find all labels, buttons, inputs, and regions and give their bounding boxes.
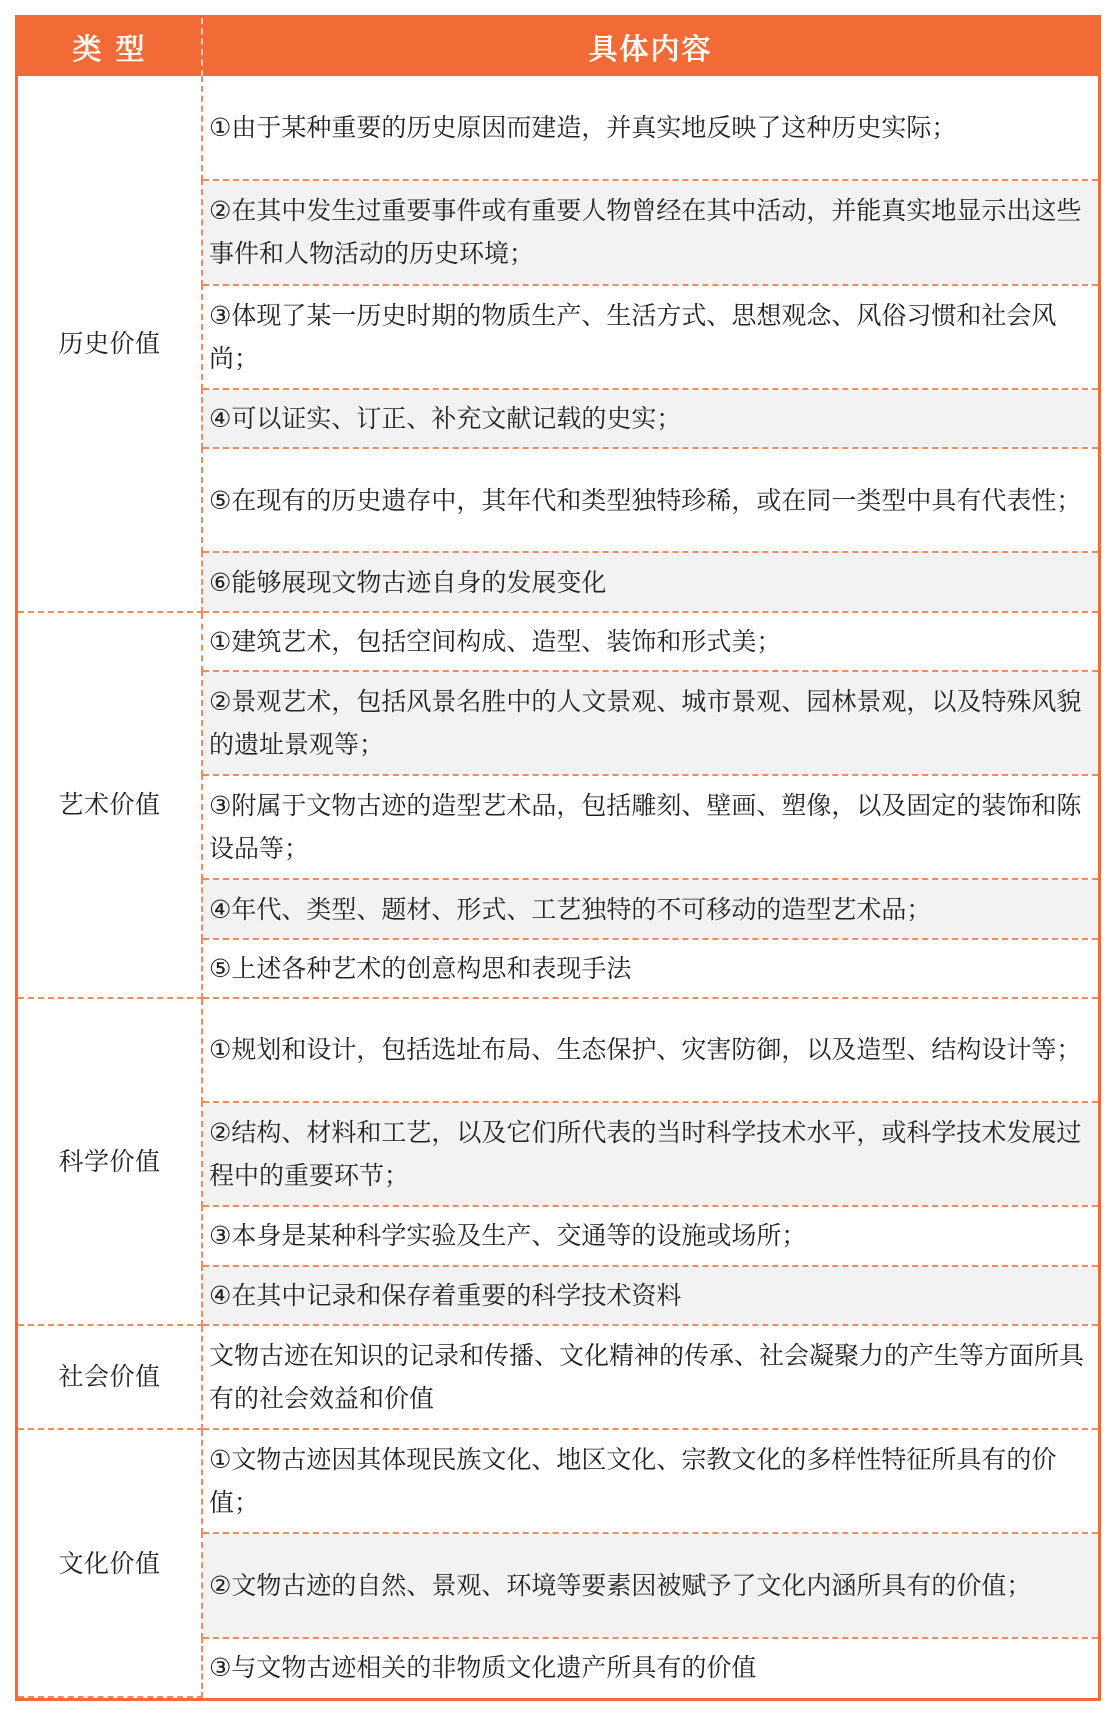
header-type: 类 型	[18, 18, 202, 76]
content-cell: ①文物古迹因其体现民族文化、地区文化、宗教文化的多样性特征所具有的价值；	[202, 1429, 1098, 1533]
content-cell: ③本身是某种科学实验及生产、交通等的设施或场所；	[202, 1206, 1098, 1265]
content-cell: ④年代、类型、题材、形式、工艺独特的不可移动的造型艺术品；	[202, 879, 1098, 938]
category-cell: 社会价值	[18, 1325, 202, 1429]
header-content: 具体内容	[202, 18, 1098, 76]
category-cell: 科学价值	[18, 998, 202, 1325]
content-cell: ①由于某种重要的历史原因而建造，并真实地反映了这种历史实际；	[202, 76, 1098, 180]
header-row	[18, 18, 1098, 76]
table-row	[18, 998, 1098, 1102]
content-cell: ②结构、材料和工艺，以及它们所代表的当时科学技术水平，或科学技术发展过程中的重要环节；	[202, 1102, 1098, 1206]
content-cell: ④在其中记录和保存着重要的科学技术资料	[202, 1266, 1098, 1325]
content-cell: ⑤上述各种艺术的创意构思和表现手法	[202, 939, 1098, 998]
content-cell: ⑤在现有的历史遗存中，其年代和类型独特珍稀，或在同一类型中具有代表性；	[202, 448, 1098, 552]
content-cell: ②景观艺术，包括风景名胜中的人文景观、城市景观、园林景观，以及特殊风貌的遗址景观等；	[202, 671, 1098, 775]
content-cell: ②在其中发生过重要事件或有重要人物曾经在其中活动，并能真实地显示出这些事件和人物活动的历史环境；	[202, 180, 1098, 284]
value-table	[18, 18, 1098, 1698]
table-row	[18, 1429, 1098, 1533]
category-cell: 文化价值	[18, 1429, 202, 1697]
table-row	[18, 612, 1098, 671]
content-cell: ⑥能够展现文物古迹自身的发展变化	[202, 552, 1098, 611]
value-table-frame	[15, 15, 1101, 1701]
content-cell: ①建筑艺术，包括空间构成、造型、装饰和形式美；	[202, 612, 1098, 671]
table-row	[18, 1325, 1098, 1429]
category-cell: 艺术价值	[18, 612, 202, 998]
content-cell: 文物古迹在知识的记录和传播、文化精神的传承、社会凝聚力的产生等方面所具有的社会效益和价值	[202, 1325, 1098, 1429]
content-cell: ③与文物古迹相关的非物质文化遗产所具有的价值	[202, 1638, 1098, 1697]
content-cell: ③体现了某一历史时期的物质生产、生活方式、思想观念、风俗习惯和社会风尚；	[202, 285, 1098, 389]
content-cell: ③附属于文物古迹的造型艺术品，包括雕刻、壁画、塑像，以及固定的装饰和陈设品等；	[202, 775, 1098, 879]
table-row	[18, 76, 1098, 180]
category-cell: 历史价值	[18, 76, 202, 612]
content-cell: ④可以证实、订正、补充文献记载的史实；	[202, 389, 1098, 448]
content-cell: ①规划和设计，包括选址布局、生态保护、灾害防御，以及造型、结构设计等；	[202, 998, 1098, 1102]
content-cell: ②文物古迹的自然、景观、环境等要素因被赋予了文化内涵所具有的价值；	[202, 1533, 1098, 1637]
